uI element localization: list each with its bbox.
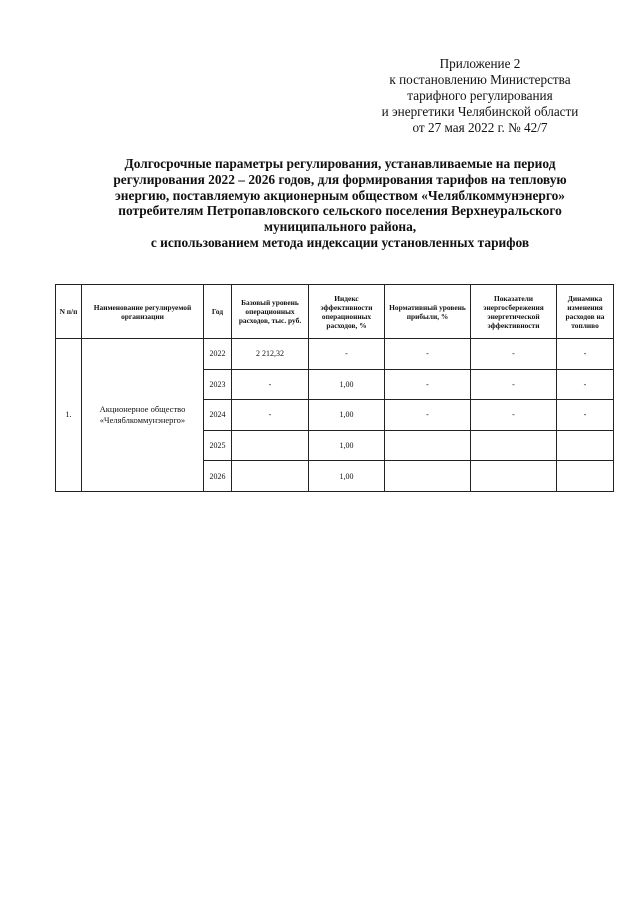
cell-year: 2022 bbox=[204, 339, 232, 370]
cell-profit bbox=[385, 461, 471, 492]
header-base: Базовый уровень операционных расходов, тыс. руб. bbox=[232, 285, 309, 339]
header-year: Год bbox=[204, 285, 232, 339]
cell-fuel: - bbox=[557, 369, 614, 400]
cell-fuel bbox=[557, 461, 614, 492]
title-line: энергию, поставляемую акционерным обществом «Челяблкоммунэнерго» bbox=[115, 187, 565, 203]
cell-base bbox=[232, 461, 309, 492]
appendix-header bbox=[330, 56, 630, 136]
cell-energy: - bbox=[471, 400, 557, 431]
cell-index: 1,00 bbox=[309, 369, 385, 400]
header-fuel: Динамика изменения расходов на топливо bbox=[557, 285, 614, 339]
cell-base: - bbox=[232, 400, 309, 431]
cell-energy bbox=[471, 461, 557, 492]
cell-year: 2026 bbox=[204, 461, 232, 492]
cell-base: - bbox=[232, 369, 309, 400]
header-index: Индекс эффективности операционных расходов, % bbox=[309, 285, 385, 339]
cell-index: 1,00 bbox=[309, 430, 385, 461]
header-org: Наименование регулируемой организации bbox=[82, 285, 204, 339]
appendix-line: Приложение 2 bbox=[439, 56, 521, 71]
header-num: N п/п bbox=[56, 285, 82, 339]
appendix-line: к постановлению Министерства bbox=[389, 72, 571, 87]
cell-profit bbox=[385, 430, 471, 461]
row-number: 1. bbox=[56, 339, 82, 492]
cell-energy bbox=[471, 430, 557, 461]
cell-energy: - bbox=[471, 339, 557, 370]
header-profit: Нормативный уровень прибыли, % bbox=[385, 285, 471, 339]
appendix-line: от 27 мая 2022 г. № 42/7 bbox=[412, 120, 548, 135]
title-line: муниципального района, bbox=[263, 219, 417, 235]
table-header-row bbox=[56, 285, 614, 339]
cell-profit: - bbox=[385, 339, 471, 370]
title-line: регулирования 2022 – 2026 годов, для формирования тарифов на тепловую bbox=[113, 171, 567, 187]
cell-fuel bbox=[557, 430, 614, 461]
appendix-line: и энергетики Челябинской области bbox=[381, 104, 579, 119]
cell-index: 1,00 bbox=[309, 400, 385, 431]
title-line: потребителям Петропавловского сельского поселения Верхнеуральского bbox=[118, 203, 562, 219]
cell-profit: - bbox=[385, 400, 471, 431]
cell-fuel: - bbox=[557, 339, 614, 370]
organization-name: Акционерное общество «Челяблкоммунэнерго» bbox=[82, 339, 204, 492]
cell-index: 1,00 bbox=[309, 461, 385, 492]
cell-year: 2024 bbox=[204, 400, 232, 431]
cell-base bbox=[232, 430, 309, 461]
header-energy: Показатели энергосбережения энергетической эффективности bbox=[471, 285, 557, 339]
title-line: Долгосрочные параметры регулирования, устанавливаемые на период bbox=[124, 156, 556, 171]
cell-index: - bbox=[309, 339, 385, 370]
cell-base: 2 212,32 bbox=[232, 339, 309, 370]
parameters-table bbox=[55, 284, 614, 492]
document-title bbox=[60, 156, 620, 251]
cell-profit: - bbox=[385, 369, 471, 400]
cell-energy: - bbox=[471, 369, 557, 400]
cell-year: 2023 bbox=[204, 369, 232, 400]
cell-fuel: - bbox=[557, 400, 614, 431]
appendix-line: тарифного регулирования bbox=[407, 88, 553, 103]
cell-year: 2025 bbox=[204, 430, 232, 461]
title-line: с использованием метода индексации установленных тарифов bbox=[150, 234, 530, 250]
table-row bbox=[56, 339, 614, 370]
